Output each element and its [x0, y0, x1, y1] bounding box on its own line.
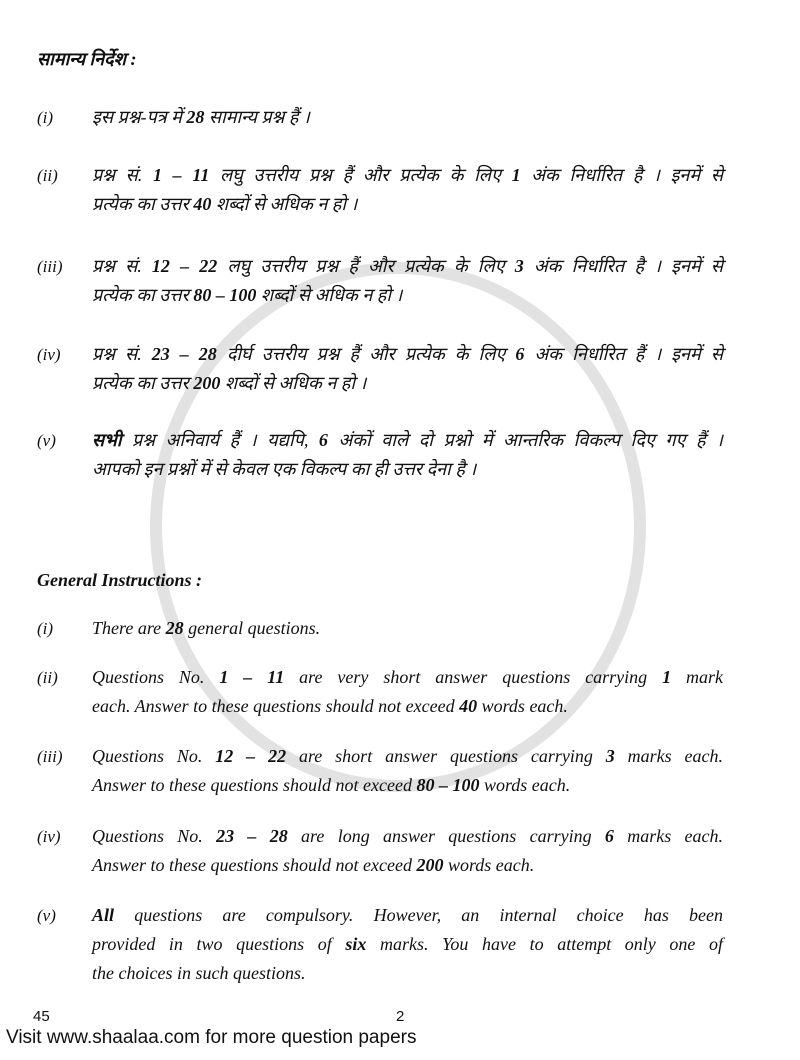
- text-segment: शब्दों से अधिक न हो ।: [211, 194, 358, 214]
- instruction-line: [92, 190, 723, 219]
- text-segment: प्रश्न सं.: [92, 165, 153, 185]
- bold-text: 40: [193, 194, 212, 214]
- bold-text: 1: [511, 165, 521, 185]
- english-instructions: [0, 614, 800, 988]
- instruction-line: [92, 455, 723, 484]
- text-segment: अंकों वाले दो प्रश्नो में आन्तरिक विकल्प दिए गए हैं ।: [327, 430, 724, 450]
- instruction-line: [92, 426, 723, 455]
- bold-text: 3: [605, 746, 615, 766]
- bold-text: All: [92, 905, 115, 925]
- hindi-instruction-item: [37, 426, 723, 484]
- text-segment: प्रश्न सं.: [92, 344, 152, 364]
- text-segment: प्रश्न सं.: [92, 256, 152, 276]
- instruction-line: [92, 851, 723, 880]
- text-segment: शब्दों से अधिक न हो ।: [220, 373, 367, 393]
- bold-text: 80 – 100: [416, 775, 480, 795]
- bold-text: 6: [318, 430, 328, 450]
- text-segment: लघु उत्तरीय प्रश्न हैं और प्रत्येक के लिए: [217, 256, 515, 276]
- bold-text: 12 – 22: [215, 746, 287, 766]
- text-segment: प्रत्येक का उत्तर: [92, 194, 194, 214]
- text-segment: marks each.: [613, 826, 724, 846]
- text-segment: words each.: [443, 855, 535, 875]
- text-segment: marks each.: [614, 746, 724, 766]
- text-segment: the choices in such questions.: [92, 963, 306, 983]
- text-segment: provided in two questions of: [92, 934, 346, 954]
- bold-text: 1: [662, 667, 672, 687]
- bold-text: सभी: [92, 430, 122, 450]
- instruction-line: [92, 692, 723, 721]
- hindi-heading: सामान्य निर्देश :: [37, 49, 137, 69]
- item-number: (ii): [37, 166, 58, 185]
- text-segment: प्रत्येक का उत्तर: [92, 285, 194, 305]
- text-segment: are long answer questions carrying: [287, 826, 605, 846]
- text-segment: Questions No.: [92, 746, 216, 766]
- hindi-instruction-item: [37, 161, 723, 219]
- instruction-line: [92, 959, 723, 988]
- item-number: (i): [37, 108, 54, 127]
- bold-text: 200: [193, 373, 221, 393]
- item-number: (iii): [37, 257, 63, 276]
- instruction-line: [92, 930, 723, 959]
- text-segment: प्रश्न अनिवार्य हैं । यद्यपि,: [121, 430, 319, 450]
- text-segment: are very short answer questions carrying: [284, 667, 663, 687]
- hindi-instructions: [0, 103, 800, 484]
- bold-text: 200: [416, 855, 444, 875]
- text-segment: अंक निर्धारित है । इनमें से: [520, 165, 723, 185]
- text-segment: Questions No.: [92, 667, 220, 687]
- instruction-line: [92, 742, 723, 771]
- bold-text: 23 – 28: [216, 826, 288, 846]
- visit-link[interactable]: Visit www.shaalaa.com for more question papers: [6, 1027, 417, 1048]
- bold-text: 28: [186, 107, 205, 127]
- text-segment: each. Answer to these questions should not exceed: [92, 696, 460, 716]
- instruction-line: [92, 252, 723, 281]
- item-number: (iv): [37, 827, 61, 846]
- instruction-line: [92, 369, 723, 398]
- english-instruction-item: [37, 614, 723, 643]
- page-number: 2: [396, 1008, 405, 1025]
- instruction-line: [92, 901, 723, 930]
- text-segment: There are: [92, 618, 166, 638]
- text-segment: are short answer questions carrying: [286, 746, 606, 766]
- text-segment: शब्दों से अधिक न हो ।: [256, 285, 403, 305]
- text-segment: सामान्य प्रश्न हैं ।: [204, 107, 310, 127]
- text-segment: Questions No.: [92, 826, 217, 846]
- bold-text: 1 – 11: [219, 667, 285, 687]
- bold-text: 28: [165, 618, 184, 638]
- bold-text: 40: [459, 696, 478, 716]
- bold-text: 6: [515, 344, 525, 364]
- text-segment: दीर्घ उत्तरीय प्रश्न हैं और प्रत्येक के लिए: [216, 344, 516, 364]
- bold-text: 80 – 100: [193, 285, 257, 305]
- bold-text: 12 – 22: [151, 256, 218, 276]
- english-instruction-item: [37, 901, 723, 988]
- item-number: (v): [37, 431, 56, 450]
- text-segment: words each.: [477, 696, 568, 716]
- text-segment: आपको इन प्रश्नों में से केवल एक विकल्प का ही उत्तर देना है ।: [92, 459, 477, 479]
- text-segment: Answer to these questions should not exceed: [92, 775, 417, 795]
- bold-text: 6: [604, 826, 614, 846]
- hindi-instruction-item: [37, 252, 723, 310]
- text-segment: questions are compulsory. However, an internal choice has been: [114, 905, 723, 925]
- bold-text: 23 – 28: [151, 344, 217, 364]
- hindi-instruction-item: [37, 103, 723, 132]
- footer: [0, 1008, 800, 1026]
- text-segment: mark: [671, 667, 723, 687]
- paper-code: 45: [33, 1008, 50, 1025]
- instruction-line: [92, 822, 723, 851]
- text-segment: Answer to these questions should not exceed: [92, 855, 417, 875]
- item-number: (i): [37, 619, 54, 638]
- text-segment: इस प्रश्न-पत्र में: [92, 107, 187, 127]
- instruction-line: [92, 340, 723, 369]
- text-segment: प्रत्येक का उत्तर: [92, 373, 194, 393]
- item-number: (ii): [37, 668, 58, 687]
- text-segment: general questions.: [183, 618, 321, 638]
- instruction-line: [92, 161, 723, 190]
- instruction-line: [92, 663, 723, 692]
- item-number: (iv): [37, 345, 61, 364]
- english-instruction-item: [37, 663, 723, 721]
- hindi-instruction-item: [37, 340, 723, 398]
- text-segment: words each.: [479, 775, 571, 795]
- english-heading: General Instructions :: [37, 570, 203, 590]
- english-instruction-item: [37, 822, 723, 880]
- english-instruction-item: [37, 742, 723, 800]
- instruction-line: [92, 771, 723, 800]
- text-segment: लघु उत्तरीय प्रश्न हैं और प्रत्येक के लिए: [209, 165, 512, 185]
- item-number: (v): [37, 906, 56, 925]
- instruction-line: [92, 281, 723, 310]
- bold-text: six: [345, 934, 367, 954]
- bold-text: 3: [514, 256, 524, 276]
- instruction-line: [92, 103, 723, 132]
- text-segment: अंक निर्धारित हैं । इनमें से: [524, 344, 724, 364]
- text-segment: marks. You have to attempt only one of: [366, 934, 723, 954]
- instruction-line: [92, 614, 723, 643]
- bold-text: 1 – 11: [152, 165, 210, 185]
- item-number: (iii): [37, 747, 63, 766]
- text-segment: अंक निर्धारित है । इनमें से: [523, 256, 724, 276]
